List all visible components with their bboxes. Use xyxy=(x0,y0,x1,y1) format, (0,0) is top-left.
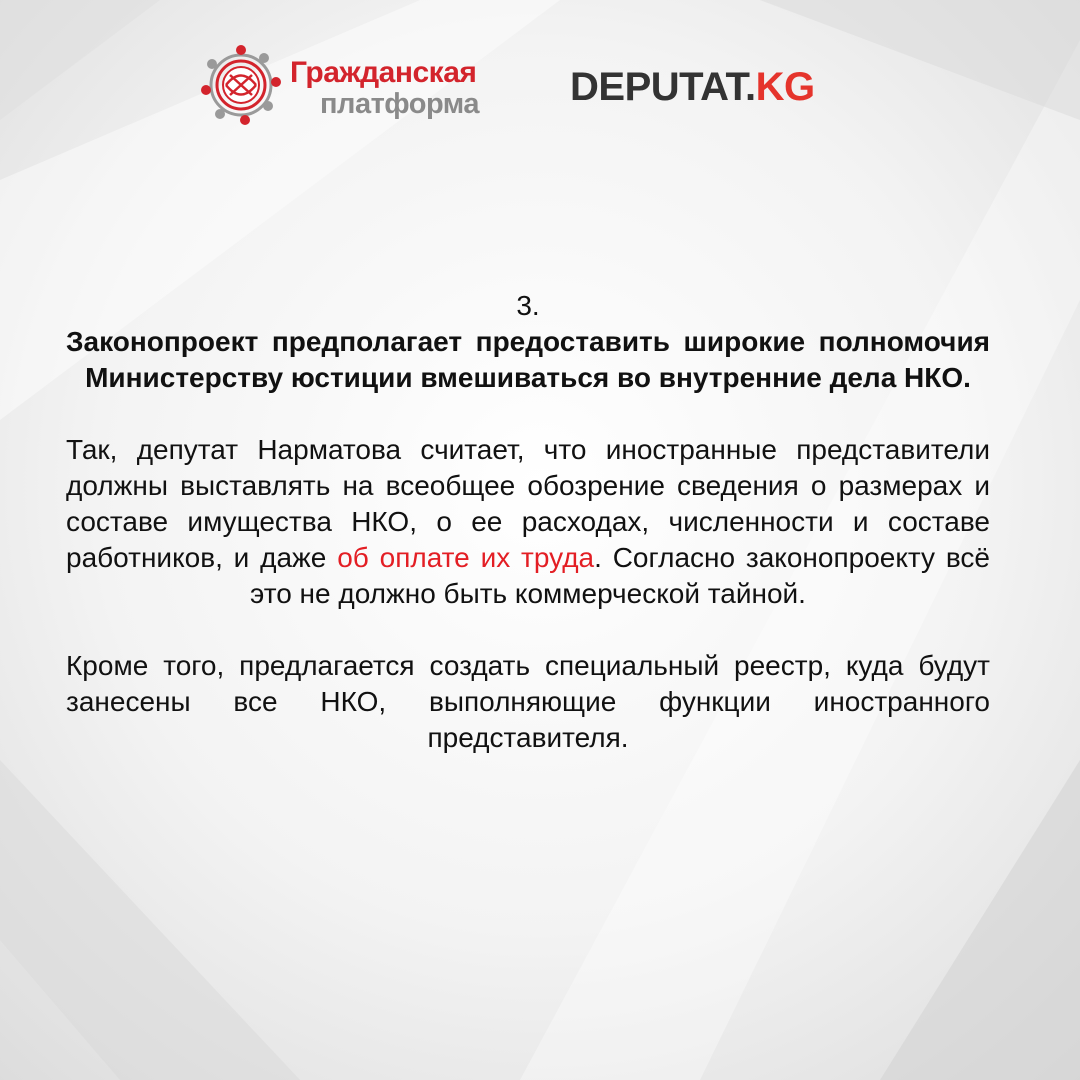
civic-platform-logo xyxy=(198,42,498,128)
slide-number: 3. xyxy=(516,290,540,321)
civic-platform-name-line1: Гражданская xyxy=(290,56,477,89)
civic-platform-emblem-icon xyxy=(198,42,284,128)
deputat-logo-tld: KG xyxy=(755,65,815,109)
paragraph-1-text-start: Так, депутат Нарматова считает, что иностранные представители должны выставлять на всеобщее обозрение сведения о размерах и составе имущества НКО, о ее расходах, численности и составе работников, и даже xyxy=(66,434,990,573)
paragraph-1 xyxy=(66,432,990,612)
civic-platform-name-line2: платформа xyxy=(320,88,480,120)
paragraph-1-text-end: . Согласно законопроекту всё это не должно быть коммерческой тайной. xyxy=(250,542,990,609)
deputat-kg-logo xyxy=(570,62,815,112)
paragraph-2: Кроме того, предлагается создать специальный реестр, куда будут занесены все НКО, выполняющие функции иностранного представителя. xyxy=(66,650,990,753)
headline: Законопроект предполагает предоставить широкие полномочия Министерству юстиции вмешиваться во внутренние дела НКО. xyxy=(66,326,990,393)
deputat-logo-main: DEPUTAT. xyxy=(570,65,756,109)
slide-content xyxy=(66,288,990,756)
highlighted-phrase: об оплате их труда xyxy=(337,542,595,573)
header-logos xyxy=(0,0,1080,140)
